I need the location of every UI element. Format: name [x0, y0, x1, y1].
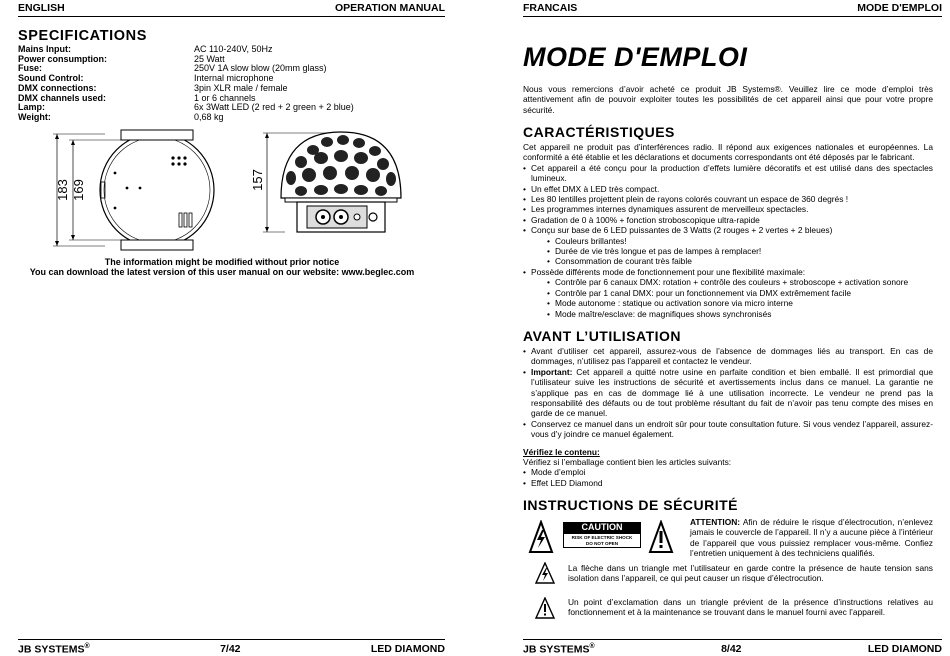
- sub-list: [531, 236, 933, 267]
- caution-subtitle-line-2: DO NOT OPEN: [585, 540, 619, 546]
- spec-value: 3pin XLR male / female: [194, 82, 288, 93]
- exclamation-triangle-icon: [535, 597, 555, 619]
- caracteristiques-paragraph: Cet appareil ne produit pas d’interférences radio. Il répond aux exigences nationales et européennes. La conformité a été établie et les déclarations et documents correspondants ont été déposés par le fabricant.: [523, 142, 933, 163]
- important-label: Important:: [531, 366, 573, 377]
- dimension-169: 169: [71, 179, 86, 201]
- list-item-text: Conçu sur base de 6 LED puissantes de 3 Watts (2 rouges + 2 vertes + 2 bleues): [531, 225, 833, 236]
- footer-brand-text: JB SYSTEMS: [18, 643, 85, 656]
- avant-utilisation-section: [523, 346, 933, 488]
- high-voltage-warning-icon: [528, 520, 554, 554]
- header-manual-title: MODE D'EMPLOI: [857, 2, 942, 14]
- spec-value: 250V 1A slow blow (20mm glass): [194, 63, 327, 74]
- attention-text: Afin de réduire le risque d’électrocution, n’enlevez jamais le couvercle de l’appareil. Il n’y a aucune pièce à l’intérieur de l’appareil que vous puissiez remplacer vous-même. Confiez l’entretien uniquement à des techniciens qualifiés.: [690, 517, 934, 559]
- list-item: • Les programmes internes dynamiques assurent de merveilleux spectacles.: [523, 204, 933, 214]
- important-text: Cet appareil a quitté notre usine en parfaite condition et bien emballé. Il est primordial que l’utilisateur suive les instructions de sécurité et avertissements inclus dans ce manuel. La garantie ne s’applique pas en cas de dommage lié à une utilisation incorrecte. Le vendeur ne prend pas la responsabilité des défauts ou de tout problème résultant du fait de n’avoir pas tenu compte des mises en garde de ce manuel.: [531, 366, 933, 419]
- caution-subtitle: [563, 533, 641, 548]
- page-title: MODE D'EMPLOI: [523, 42, 748, 72]
- header-manual-title: OPERATION MANUAL: [334, 2, 445, 14]
- lightning-triangle-icon: [535, 562, 555, 584]
- notice-line-1: The information might be modified without prior notice: [104, 257, 340, 267]
- dimension-157: 157: [250, 169, 265, 191]
- spec-label: Fuse:: [18, 63, 43, 74]
- precaution-list: [523, 346, 933, 440]
- sub-list: [531, 277, 933, 319]
- product-technical-drawing: [45, 128, 415, 253]
- list-item: • Avant d’utiliser cet appareil, assurez-vous de l’absence de dommages liés au transport. En cas de dommages, n’utilisez pas l’appareil et contactez le vendeur.: [523, 346, 933, 367]
- registered-mark: ®: [589, 643, 595, 650]
- page-number: 8/42: [721, 643, 742, 655]
- sub-list-item: • Contrôle par 1 canal DMX: pour un fonctionnement via DMX extrêmement facile: [547, 288, 933, 298]
- list-item: • Gradation de 0 à 100% + fonction stroboscopique ultra-rapide: [523, 215, 933, 225]
- verify-heading: Vérifiez le contenu:: [523, 446, 600, 457]
- caution-subtitle-line-1: RISK OF ELECTRIC SHOCK: [571, 535, 633, 540]
- list-item: [523, 267, 933, 319]
- sub-list-item: • Couleurs brillantes!: [547, 236, 933, 246]
- front-view-drawing: [53, 130, 214, 250]
- list-item: • Les 80 lentilles projettent plein de rayons colorés couvrant un espace de 360 degrés !: [523, 194, 933, 204]
- header-language: ENGLISH: [18, 2, 65, 14]
- spec-label: Mains Input:: [18, 44, 71, 54]
- securite-heading: INSTRUCTIONS DE SÉCURITÉ: [523, 497, 739, 513]
- spec-value: 1 or 6 channels: [194, 92, 256, 103]
- exclamation-warning-icon: [648, 520, 674, 554]
- list-item: • Conservez ce manuel dans un endroit sûr pour toute consultation future. Si vous vendez l’appareil, assurez-vous d’y joindre ce manuel également.: [523, 419, 933, 440]
- spec-value: 25 Watt: [194, 53, 225, 64]
- page-header: [523, 2, 942, 17]
- page-footer: [18, 639, 445, 656]
- spec-value: 0,68 kg: [194, 111, 224, 122]
- list-item: [523, 225, 933, 267]
- package-contents-list: [523, 467, 933, 488]
- sub-list-item: • Durée de vie très longue et pas de lampes à remplacer!: [547, 246, 933, 256]
- specifications-heading: SPECIFICATIONS: [18, 28, 147, 44]
- spec-row: [18, 103, 354, 113]
- page-footer: [523, 639, 942, 656]
- sub-list-item: • Mode autonome : statique ou activation sonore via micro interne: [547, 298, 933, 308]
- spec-label: Lamp:: [18, 102, 45, 113]
- exclamation-warning-paragraph: Un point d’exclamation dans un triangle prévient de la présence d’instructions relatives au fonctionnement et à la maintenance se trouvant dans le manuel fourni avec l’appareil.: [568, 597, 933, 618]
- attention-label: ATTENTION:: [690, 517, 741, 527]
- left-page: [0, 0, 475, 654]
- sub-list-item: • Contrôle par 6 canaux DMX: rotation + contrôle des couleurs + stroboscope + activation sonore: [547, 277, 933, 287]
- caution-label: [563, 522, 641, 548]
- avant-utilisation-heading: AVANT L’UTILISATION: [523, 328, 682, 344]
- spec-value: AC 110-240V, 50Hz: [194, 44, 273, 54]
- registered-mark: ®: [84, 643, 90, 650]
- spec-label: Weight:: [18, 111, 51, 122]
- list-item: • Un effet DMX à LED très compact.: [523, 184, 933, 194]
- dimension-183: 183: [55, 179, 70, 201]
- list-item: [523, 367, 933, 419]
- spec-label: Power consumption:: [18, 53, 108, 64]
- page-header: [18, 2, 445, 17]
- notice-line-2: You can download the latest version of this user manual on our website: www.beglec.com: [29, 267, 415, 277]
- list-item-text: Possède différents mode de fonctionnement pour une flexibilité maximale:: [531, 266, 806, 277]
- spec-row: [18, 113, 354, 123]
- attention-paragraph: [690, 517, 933, 559]
- list-item: • Mode d’emploi: [523, 467, 933, 477]
- list-item: • Effet LED Diamond: [523, 478, 933, 488]
- spec-label: DMX connections:: [18, 82, 97, 93]
- caracteristiques-heading: CARACTÉRISTIQUES: [523, 124, 675, 140]
- footer-brand-text: JB SYSTEMS: [523, 643, 590, 656]
- header-language: FRANCAIS: [523, 2, 578, 14]
- caution-title: CAUTION: [563, 522, 641, 533]
- spec-label: DMX channels used:: [18, 92, 107, 103]
- specifications-table: [18, 45, 354, 123]
- page-number: 7/42: [220, 643, 241, 655]
- spec-value: Internal microphone: [194, 73, 274, 84]
- notice: [18, 257, 426, 277]
- feature-list: [523, 163, 933, 319]
- caracteristiques-section: [523, 142, 933, 319]
- footer-product: LED DIAMOND: [867, 643, 942, 655]
- intro-paragraph: Nous vous remercions d’avoir acheté ce produit JB Systems®. Veuillez lire ce mode d’emploi très attentivement afin de pouvoir exploiter toutes les possibilités de cet appareil ainsi que pour votre propre sécurité.: [523, 84, 933, 115]
- list-item: • Cet appareil a été conçu pour la production d’effets lumière décoratifs et est utilisé dans des spectacles lumineux.: [523, 163, 933, 184]
- verify-text: Vérifiez si l’emballage contient bien les articles suivants:: [523, 457, 732, 468]
- sub-list-item: • Mode maître/esclave: de magnifiques shows synchronisés: [547, 309, 933, 319]
- spec-label: Sound Control:: [18, 73, 84, 84]
- spec-value: 6x 3Watt LED (2 red + 2 green + 2 blue): [194, 102, 354, 113]
- sub-list-item: • Consommation de courant très faible: [547, 256, 933, 266]
- footer-product: LED DIAMOND: [370, 643, 445, 655]
- lightning-warning-paragraph: La flèche dans un triangle met l’utilisateur en garde contre la présence de haute tension sans isolation dans l’appareil, ce qui peut causer un risque d’électrocution.: [568, 563, 933, 584]
- side-view-drawing: [250, 132, 401, 232]
